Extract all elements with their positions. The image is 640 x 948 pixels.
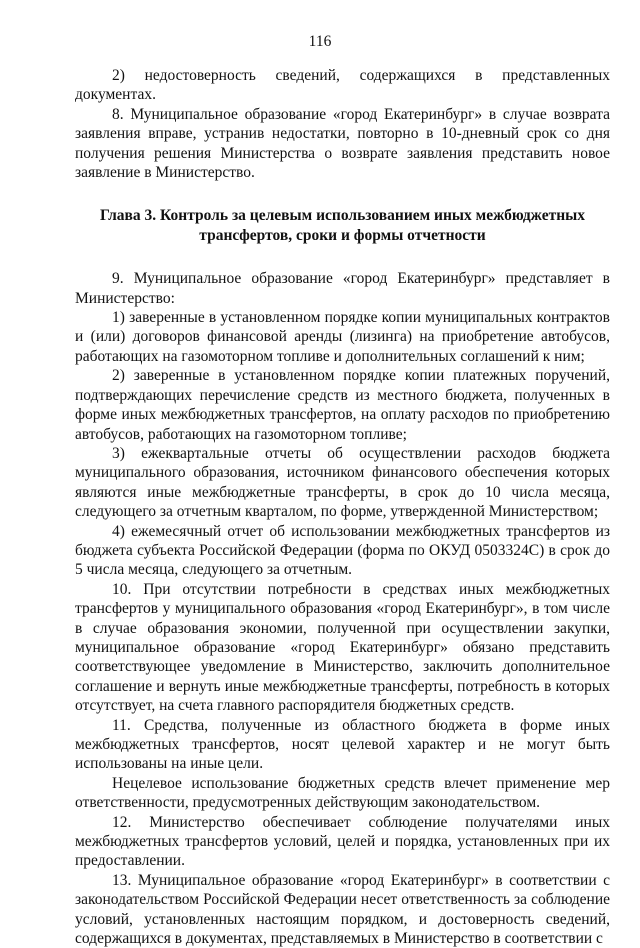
page-number: 116 — [308, 33, 332, 50]
chapter-title: Глава 3. Контроль за целевым использованием иных межбюджетных трансфертов, сроки и формы отчетности — [100, 207, 585, 244]
paragraph-8: 8. Муниципальное образование «город Екатеринбург» в случае возврата заявления вправе, устранив недостатки, повторно в 10-дневный срок со дня получения решения Министерства о возврате заявления представить новое заявление в Министерство. — [75, 105, 610, 182]
paragraph-13: 13. Муниципальное образование «город Екатеринбург» в соответствии с законодательством Российской Федерации несет ответственность за соблюдение условий, установленных настоящим порядком, и достоверность сведений, содержащихся в документах, представляемых в Министерство в соответствии с — [75, 871, 610, 948]
paragraph-10: 10. При отсутствии потребности в средствах иных межбюджетных трансфертов у муниципального образования «город Екатеринбург», в том числе в случае образования экономии, полученной при осуществлении закупки, муниципальное образование «город Екатеринбург» обязано представить соответствующее уведомление в Министерство, заключить дополнительное соглашение и вернуть иные межбюджетные трансферты, потребность в которых отсутствует, на счета главного распорядителя бюджетных средств. — [75, 580, 610, 715]
paragraph-11: 11. Средства, полученные из областного бюджета в форме иных межбюджетных трансфертов, носят целевой характер и не могут быть использованы на иные цели. — [75, 716, 610, 773]
paragraph-item-2: 2) недостоверность сведений, содержащихся в представленных документах. — [75, 67, 610, 104]
document-body — [75, 66, 610, 948]
paragraph-9-item-2: 2) заверенные в установленном порядке копии платежных поручений, подтверждающих перечисление средств из местного бюджета, полученных в форме иных межбюджетных трансфертов, на оплату расходов по приобретению автобусов, работающих на газомоторном топливе; — [75, 367, 610, 443]
paragraph-11-continuation: Нецелевое использование бюджетных средств влечет применение мер ответственности, предусмотренных действующим законодательством. — [75, 774, 610, 812]
paragraph-9-item-4: 4) ежемесячный отчет об использовании межбюджетных трансфертов из бюджета субъекта Российской Федерации (форма по ОКУД 0503324С) в срок до 5 числа месяца, следующего за отчетным. — [75, 522, 610, 579]
paragraph-9-item-1: 1) заверенные в установленном порядке копии муниципальных контрактов и (или) договоров финансовой аренды (лизинга) на приобретение автобусов, работающих на газомоторном топливе и дополнительных соглашений к ним; — [75, 309, 610, 365]
paragraph-9-item-3: 3) ежеквартальные отчеты об осуществлении расходов бюджета муниципального образования, источником финансового обеспечения которых являются иные межбюджетные трансферты, в срок до 10 числа месяца, следующего за отчетным кварталом, по форме, утвержденной Министерством; — [75, 444, 610, 521]
paragraph-12: 12. Министерство обеспечивает соблюдение получателями иных межбюджетных трансфертов условий, целей и порядка, установленных при их предоставлении. — [75, 813, 610, 870]
paragraph-9: 9. Муниципальное образование «город Екатеринбург» представляет в Министерство: — [75, 270, 610, 307]
